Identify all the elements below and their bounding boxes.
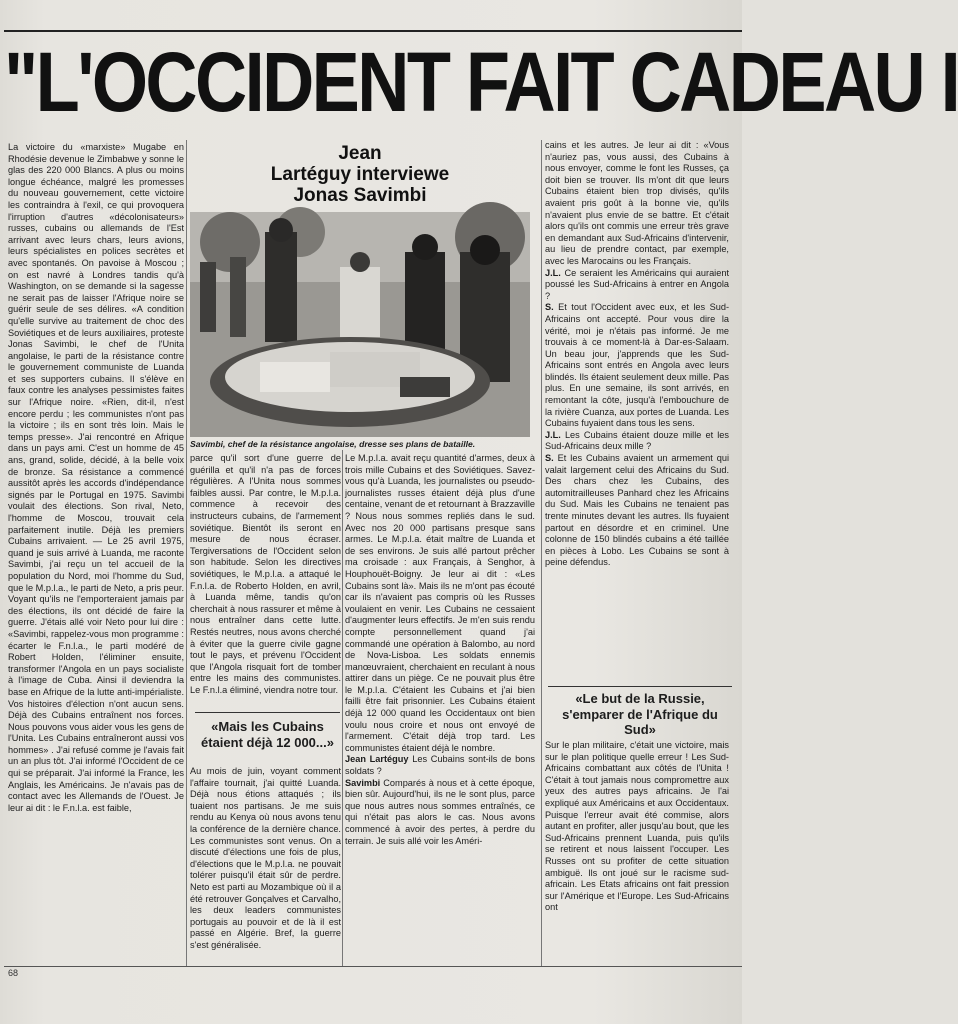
- interview-title-author: Jean: [338, 143, 382, 164]
- photo-caption: Savimbi, chef de la résistance angolaise, dresse ses plans de bataille.: [190, 439, 476, 449]
- interview-title-subject: Jonas Savimbi: [293, 185, 427, 206]
- headline: "L'OCCIDENT FAIT CADEAU I: [4, 35, 958, 129]
- question-text: Ce seraient les Américains qui auraient poussé les Sud-Africains à entrer en Angola ?: [545, 267, 729, 301]
- speaker-label: J.L.: [545, 267, 561, 278]
- speaker-label: Jean Lartéguy: [345, 754, 409, 765]
- article-column-4b: [545, 740, 729, 964]
- speaker-label: J.L.: [545, 429, 561, 440]
- answer-text: Et les Cubains avaient un armement qui valait largement celui des Africains du Sud. Des chars chez les Cubains, des automitrailleuses Panhard chez les Africains du Sud. Mais les Cubains ne tenaient pas trente minutes devant les autres. Ils fuyaient partout en désordre et en criminel. Une colonne de 150 blindés cubains a été taillée en pièces à Lobo. Les Cubains se sont à peine défendus.: [545, 453, 729, 568]
- article-column-1: [8, 142, 184, 964]
- speaker-label: S.: [545, 453, 554, 464]
- question-text: Les Cubains étaient douze mille et les Sud-Africains deux mille ?: [545, 429, 729, 452]
- answer: [545, 302, 729, 430]
- bottom-rule: [4, 966, 742, 967]
- speaker-label: S.: [545, 302, 554, 313]
- photo-image: [190, 212, 530, 437]
- article-column-3: [345, 453, 535, 964]
- answer-text: Comparés à nous et à cette époque, bien sûr. Aujourd'hui, ils ne le sont plus, parce que nous autres nous sommes entraînés, ce qui n'était pas alors le cas. Nous avons commencé à avoir des pertes, à perdre du terrain. Je suis allé voir les Améri-: [345, 777, 535, 846]
- column-text: cains et les autres. Je leur ai dit : «Vous n'auriez pas, vous aussi, des Cubains à nous envoyer, comme le font les Russes, ça doit bien se trouver. Ils m'ont dit que leurs Cubains étaient bien trop divisés, qu'ils avaient pris goût à la bonne vie, qu'ils n'avaient plus envie de se battre. Et c'était alors qu'ils ont commis une erreur très grave en demandant aux Sud-Africains d'intervenir, au lieu de prendre contact, par exemple, avec les Marocains ou les Français.: [545, 140, 729, 266]
- column-text: Le M.p.l.a. avait reçu quantité d'armes, deux à trois mille Cubains et des Soviétiques. Savez-vous qu'à Luanda, les journalistes ou pseudo-journalistes russes étaient déjà plus d'une centaine, venant de et retournant à Brazzaville ? Nous nous sommes repliés dans le sud. Avec nos 20 000 partisans presque sans armes. Le M.p.l.a. était maître de Luanda et de ses environs. Je suis allé partout prêcher ma croisade : aux Français, à Senghor, à Houphouët-Boigny. Je leur ai dit : «Les Cubains sont là». Mais ils ne m'ont pas écouté car ils n'avaient pas compris où les Russes voulaient en venir. Les Cubains ne cessaient d'augmenter leurs effectifs. Je m'en suis rendu compte personnellement quand j'ai commandé une opération à Balombo, au nord de Nova-Lisboa. Les soldats ennemis manœuvraient, cherchaient en reculant à nous attirer dans un piège. Ce ne pouvait plus être le M.p.l.a. C'étaient les Cubains et j'ai bien failli être fait prisonnier. Les Cubains étaient déjà 12 000 quand les Occidentaux ont bien voulu nous croire et nous ont envoyé de l'armement. C'était déjà trop tard. Les communistes étaient déjà le nombre.: [345, 453, 535, 753]
- question: [545, 268, 729, 303]
- page-number: 68: [8, 968, 19, 978]
- interview-title: [240, 143, 480, 206]
- column-text: parce qu'il sort d'une guerre de guérilla et qu'il n'a pas de forces régulières. A l'Unita nous sommes faibles aussi. Par contre, le M.p.l.a. commence à recevoir des instructeurs cubains, de l'armement soviétique. Bientôt ils seront en mesure de nous écraser. Tergiversations de l'Occident selon son habitude. Selon les directives soviétiques, le M.p.l.a. a attaqué le F.n.l.a. de Roberto Holden, en avril, à Luanda même, tandis qu'on cherchait à nous rassurer et même à nous entraîner dans cette lutte. Restés neutres, nous avons cherché à éviter que la guerre civile gagne tout le pays, et prévenu l'Occident que l'Angola risquait fort de tomber entre les mains des communistes. Le F.n.l.a éliminé, viendra notre tour.: [190, 453, 341, 695]
- photo: [190, 212, 530, 437]
- pull-quote: «Le but de la Russie, s'emparer de l'Afrique du Sud»: [548, 686, 732, 738]
- question-text: Les Cubains sont-ils de bons soldats ?: [345, 754, 535, 777]
- column-divider: [541, 140, 542, 966]
- column-divider: [186, 140, 187, 966]
- answer: [545, 453, 729, 569]
- question: [345, 754, 535, 777]
- speaker-label: Savimbi: [345, 777, 381, 788]
- question: [545, 430, 729, 453]
- column-divider: [342, 450, 343, 966]
- answer: [345, 778, 535, 848]
- column-text: Au mois de juin, voyant comment l'affaire tournait, j'ai quitté Luanda. Déjà nous étions attaqués ; ils tuaient nos partisans. Je me suis rendu au Kenya où nous avons tenu la conférence de la dernière chance. Les communistes sont venus. On a discuté d'élections une fois de plus, d'élections que le M.p.l.a. ne pouvait tolérer puisqu'il était sûr de perdre. Neto est parti au Mozambique où il a été retrouver Gonçalves et Carvalho, les deux leaders communistes portugais au pouvoir et de là il est passé en Algérie. Bref, la guerre s'est généralisée.: [190, 766, 341, 950]
- column-text: La victoire du «marxiste» Mugabe en Rhodésie devenue le Zimbabwe y sonne le glas des 220 000 Blancs. A plus ou moins longue échéance, malgré les promesses du nouveau gouvernement, cette victoire les contraindra à l'exil, ce qui provoquera l'irruption d'autres «décolonisateurs» russes, cubains ou allemands de l'Est arrivant avec leurs chars, leurs avions, leurs spécialistes en polices secrètes et avec spontanés. On pavoise à Moscou ; on est navré à Londres tandis qu'à Washington, on se demande si la sagesse ne serait pas de laisser l'Afrique noire se guérir seule de ses délires. «A condition qu'elle survive au traitement de choc des Soviétiques et de leurs auxiliaires, proteste Jonas Savimbi, le chef de l'Unita angolaise, le parti de la résistance contre le gouvernement communiste de Luanda et ses supporters cubains. Il s'élève en faux contre les analyses pessimistes faites sur l'Afrique noire. «Rien, dit-il, n'est encore perdu ; les communistes n'ont pas la victoire ; ils en sont très loin. Mais le temps presse». J'ai rencontré en Afrique dans un pays ami. C'est un homme de 45 ans, grand, solide, décidé, à la belle voix de bronze. Sa résistance a commencé aussitôt après les accords d'indépendance signés par le Portugal en 1975. Savimbi voulait des élections. Son rival, Neto, l'homme de Moscou, trouvait cela parfaitement inutile. Déjà les premiers Cubains arrivaient. — Le 25 avril 1975, quand je suis arrivé à Luanda, me raconte Savimbi, j'ai reçu un tel accueil de la population du Nord, moi l'homme du Sud, que le M.p.l.a., le parti de Neto, a pris peur. Voyant qu'ils ne l'emporteraient jamais par des élections, ils ont décidé de faire la guerre. J'étais allé voir Neto pour lui dire : «Savimbi, rappelez-vous mon programme : écarter le F.n.l.a., le parti modéré de Robert Holden, l'éliminer ensuite, transformer l'Angola en un pays socialiste à l'image de Cuba. Ainsi il deviendra la base en Afrique de la lutte anti-impérialiste. Vos histoires d'élection n'ont aucun sens. Déjà des Cubains entraînent nos forces. Nous pouvons vous aider vous les gens de l'Unita. Les Cubains entraîneront aussi vos hommes» . J'ai refusé comme je l'avais fait un an plus tôt. J'ai informé l'Occident de ce qui se préparait. J'ai informé la France, les Anglais, les Américains. Je n'avais pas de contact avec les Allemands de l'Ouest. Je leur ai dit : le F.n.l.a. est faible,: [8, 142, 184, 813]
- article-column-2b: [190, 766, 341, 964]
- pull-quote: «Mais les Cubains étaient déjà 12 000...»: [195, 712, 340, 750]
- interview-title-verb: Lartéguy interviewe: [270, 164, 450, 185]
- article-column-2: [190, 453, 341, 706]
- answer-text: Et tout l'Occident avec eux, et les Sud-Africains ont accepté. Pour vous dire la vérité, moi je n'étais pas informé. Je me trouvais à ce moment-là à Dar-es-Salaam. Un beau jour, j'apprends que les Sud-Africains sont entrés en Angola avec leurs blindés. Ils étaient seulement deux mille. Pas plus. En une semaine, ils sont arrivés, en remontant la côte, jusqu'à l'embouchure de la rivière Cuanza, aux portes de Luanda. Les Cubains fuyaient dans tous les sens.: [545, 302, 729, 429]
- column-text: Sur le plan militaire, c'était une victoire, mais sur le plan politique quelle erreur ! Les Sud-Africains combattant aux côtés de l'Unita ! C'était à tout jamais nous compromettre aux yeux des autres pays africains. Je l'ai expliqué aux Américains et aux Occidentaux. Puisque l'erreur avait été commise, alors autant en profiter, aller jusqu'au bout, que les Sud-Africains prennent Luanda, puis qu'ils se retirent et nous laissent l'occuper. Les Russes ont su profiter de cette situation ambiguë. Ils ont joué sur le racisme sud-africain. Les Etats africains ont fait pression sur l'Amérique et l'Europe. Les Sud-Africains ont: [545, 740, 729, 913]
